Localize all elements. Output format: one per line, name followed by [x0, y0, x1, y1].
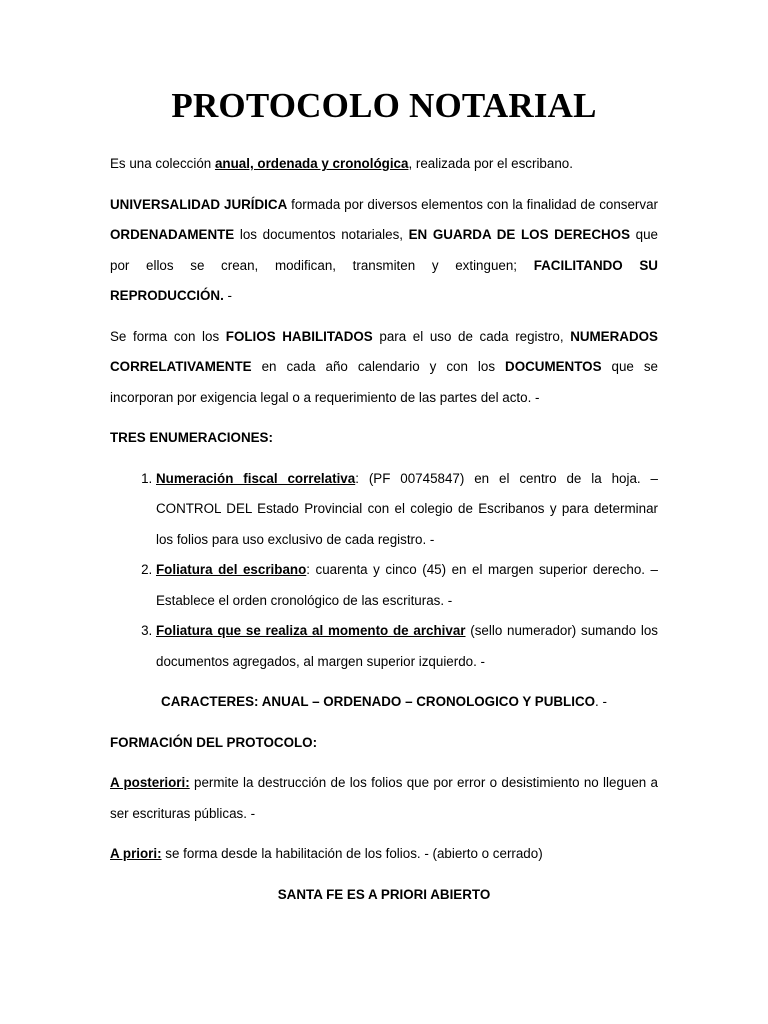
text: se forma desde la habilitación de los folios. - (abierto o cerrado) [161, 846, 543, 861]
text: formada por diversos elementos con la finalidad de conservar [287, 196, 658, 212]
text: Es una colección [110, 156, 215, 171]
text: los documentos notariales, [234, 227, 409, 242]
paragraph-universalidad [110, 190, 658, 312]
bold-text: ORDENADAMENTE [110, 227, 235, 242]
caracteres-line [110, 687, 658, 718]
enumeraciones-heading: TRES ENUMERACIONES: [110, 430, 273, 445]
text: - [223, 288, 233, 303]
page-title: PROTOCOLO NOTARIAL [171, 86, 597, 125]
paragraph-definition [110, 149, 658, 180]
text: . - [595, 694, 607, 709]
emphasis-text: Numeración fiscal correlativa [156, 470, 356, 486]
emphasis-text: Foliatura del escribano [156, 562, 307, 577]
text: que se incorporan por exigencia legal o a requerimiento de las partes del acto. - [110, 359, 658, 405]
list-item [156, 464, 658, 556]
closing-statement: SANTA FE ES A PRIORI ABIERTO [277, 886, 491, 902]
bold-text: CARACTERES: ANUAL – ORDENADO – CRONOLOGICO Y PUBLICO [161, 694, 596, 709]
text: en cada año calendario y con los [251, 359, 506, 374]
bold-text: FOLIOS HABILITADOS [225, 328, 373, 344]
enumeraciones-list [110, 464, 658, 678]
text: (sello numerador) sumando los documentos agregados, al margen superior izquierdo. - [156, 623, 658, 669]
emphasis-text: anual, ordenada y cronológica [214, 156, 409, 171]
text: : cuarenta y cinco (45) en el margen superior derecho. – Establece el orden cronológico de las escrituras. - [156, 562, 658, 608]
emphasis-text: A posteriori: [110, 775, 190, 790]
text: permite la destrucción de los folios que por error o desistimiento no lleguen a ser escrituras públicas. - [110, 775, 658, 821]
paragraph-folios [110, 322, 658, 414]
text: : (PF 00745847) en el centro de la hoja. – CONTROL DEL Estado Provincial con el colegio de Escribanos y para determinar los folios para uso exclusivo de cada registro. - [156, 470, 658, 547]
emphasis-text: A priori: [110, 846, 162, 861]
text: para el uso de cada registro, [372, 328, 571, 344]
list-item [156, 616, 658, 677]
paragraph-a-posteriori [110, 768, 658, 829]
text: Se forma con los [110, 328, 226, 344]
formacion-heading: FORMACIÓN DEL PROTOCOLO: [110, 734, 318, 750]
emphasis-text: Foliatura que se realiza al momento de archivar [156, 623, 466, 638]
bold-text: UNIVERSALIDAD JURÍDICA [110, 196, 288, 212]
text: que por ellos se crean, modifican, transmiten y extinguen; [110, 227, 659, 273]
bold-text: EN GUARDA DE LOS DERECHOS [408, 227, 631, 242]
bold-text: DOCUMENTOS [505, 359, 602, 374]
text: , realizada por el escribano. [408, 156, 573, 171]
list-item [156, 555, 658, 616]
bold-text: FACILITANDO SU REPRODUCCIÓN. [110, 257, 658, 303]
paragraph-a-priori [110, 839, 658, 870]
bold-text: NUMERADOS CORRELATIVAMENTE [110, 328, 658, 374]
